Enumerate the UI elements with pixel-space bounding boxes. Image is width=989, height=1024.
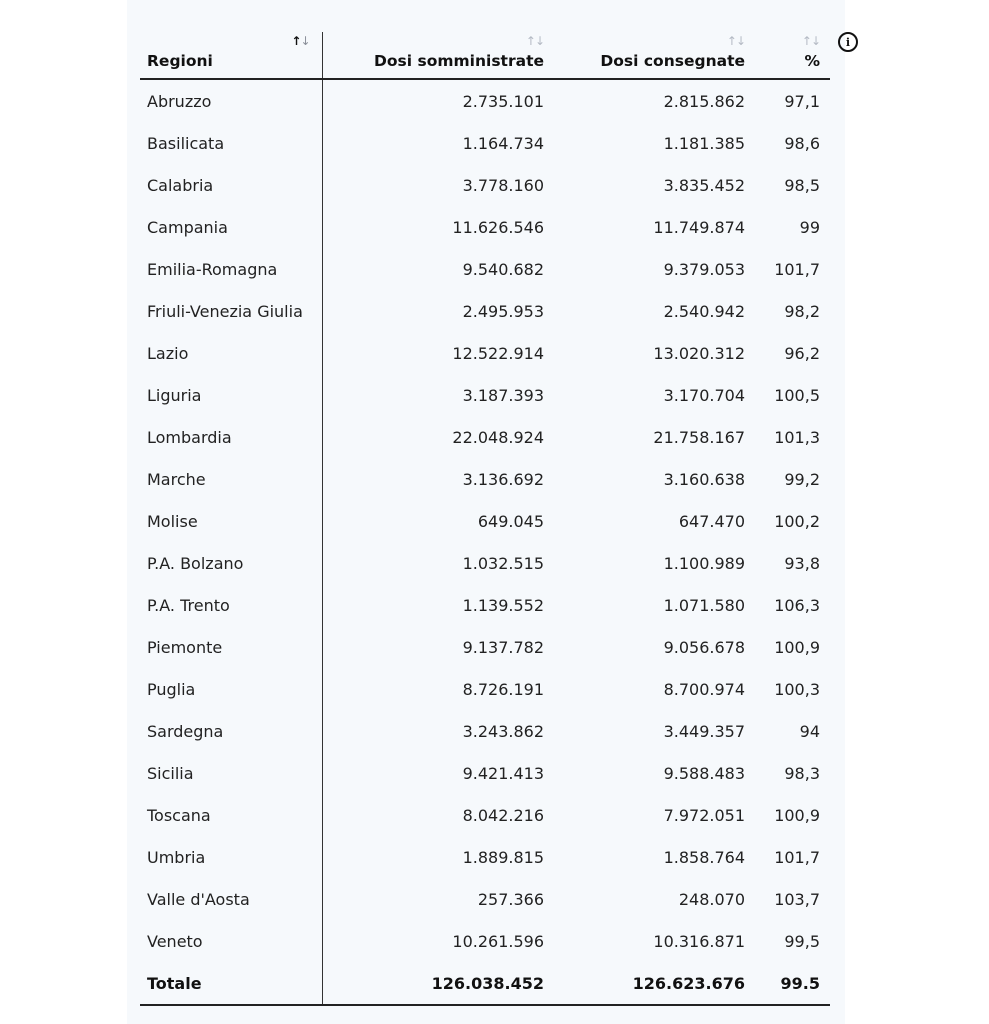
table-row [140, 920, 830, 962]
cell-somministrate: 3.243.862 [462, 721, 544, 741]
cell-region: Abruzzo [140, 79, 322, 122]
cell-consegnate: 2.815.862 [663, 91, 745, 111]
table-row [140, 122, 830, 164]
cell-consegnate: 8.700.974 [663, 679, 745, 699]
cell-consegnate: 3.160.638 [663, 469, 745, 489]
cell-percent: 99 [799, 217, 820, 237]
cell-consegnate: 13.020.312 [653, 343, 745, 363]
total-row [140, 962, 830, 1005]
table-row [140, 248, 830, 290]
cell-region: Toscana [140, 794, 322, 836]
cell-somministrate: 257.366 [477, 889, 544, 909]
cell-percent: 100,9 [774, 805, 820, 825]
cell-consegnate: 248.070 [678, 889, 745, 909]
cell-consegnate: 2.540.942 [663, 301, 745, 321]
table-row [140, 164, 830, 206]
cell-somministrate: 3.187.393 [462, 385, 544, 405]
cell-percent: 100,2 [774, 511, 820, 531]
cell-percent: 100,9 [774, 637, 820, 657]
cell-consegnate: 1.181.385 [663, 133, 745, 153]
cell-percent: 97,1 [784, 91, 820, 111]
cell-percent: 106,3 [774, 595, 820, 615]
table-row [140, 290, 830, 332]
cell-somministrate: 3.778.160 [462, 175, 544, 195]
column-header-label: Dosi somministrate [374, 52, 544, 70]
cell-somministrate: 10.261.596 [452, 931, 544, 951]
column-header-somministrate[interactable] [322, 32, 552, 79]
sort-percent-icon[interactable]: ↑↓ [801, 34, 820, 48]
cell-somministrate: 2.495.953 [462, 301, 544, 321]
column-header-label: Regioni [147, 52, 213, 70]
cell-consegnate: 1.100.989 [663, 553, 745, 573]
cell-total-percent: 99.5 [753, 962, 830, 1005]
table-body [140, 79, 830, 1005]
cell-region: Campania [140, 206, 322, 248]
sort-somministrate-icon[interactable]: ↑↓ [525, 34, 544, 48]
table-row [140, 878, 830, 920]
column-header-label: % [804, 52, 820, 70]
cell-consegnate: 647.470 [678, 511, 745, 531]
cell-consegnate: 7.972.051 [663, 805, 745, 825]
column-header-consegnate[interactable] [552, 32, 753, 79]
cell-percent: 98,5 [784, 175, 820, 195]
cell-consegnate: 3.835.452 [663, 175, 745, 195]
cell-somministrate: 12.522.914 [452, 343, 544, 363]
table-row [140, 668, 830, 710]
cell-percent: 101,3 [774, 427, 820, 447]
table-row [140, 794, 830, 836]
cell-somministrate: 1.164.734 [462, 133, 544, 153]
cell-somministrate: 9.540.682 [462, 259, 544, 279]
cell-consegnate: 9.379.053 [663, 259, 745, 279]
table-row [140, 584, 830, 626]
cell-region: Calabria [140, 164, 322, 206]
cell-region: Piemonte [140, 626, 322, 668]
cell-percent: 100,3 [774, 679, 820, 699]
cell-percent: 99,5 [784, 931, 820, 951]
cell-somministrate: 8.726.191 [462, 679, 544, 699]
cell-somministrate: 22.048.924 [452, 427, 544, 447]
cell-somministrate: 1.032.515 [462, 553, 544, 573]
cell-consegnate: 21.758.167 [653, 427, 745, 447]
sort-region-icon[interactable]: ↑↓ [291, 34, 310, 48]
table-row [140, 458, 830, 500]
table-row [140, 206, 830, 248]
cell-region: Lombardia [140, 416, 322, 458]
cell-percent: 99,2 [784, 469, 820, 489]
table-row [140, 752, 830, 794]
cell-percent: 93,8 [784, 553, 820, 573]
column-header-percent[interactable] [753, 32, 830, 79]
cell-total-consegnate: 126.623.676 [552, 962, 753, 1005]
cell-region: Basilicata [140, 122, 322, 164]
cell-region: Sicilia [140, 752, 322, 794]
cell-somministrate: 2.735.101 [462, 91, 544, 111]
cell-region: Marche [140, 458, 322, 500]
cell-somministrate: 8.042.216 [462, 805, 544, 825]
cell-region: Lazio [140, 332, 322, 374]
table-row [140, 500, 830, 542]
cell-somministrate: 649.045 [477, 511, 544, 531]
cell-consegnate: 1.071.580 [663, 595, 745, 615]
table-row [140, 79, 830, 122]
cell-consegnate: 3.170.704 [663, 385, 745, 405]
cell-total-label: Totale [140, 962, 322, 1005]
table-row [140, 542, 830, 584]
table-row [140, 836, 830, 878]
cell-percent: 101,7 [774, 259, 820, 279]
cell-region: Molise [140, 500, 322, 542]
cell-somministrate: 1.139.552 [462, 595, 544, 615]
cell-consegnate: 3.449.357 [663, 721, 745, 741]
column-header-label: Dosi consegnate [600, 52, 745, 70]
cell-percent: 98,2 [784, 301, 820, 321]
cell-region: Puglia [140, 668, 322, 710]
cell-percent: 98,6 [784, 133, 820, 153]
cell-region: Liguria [140, 374, 322, 416]
table-row [140, 374, 830, 416]
cell-consegnate: 9.056.678 [663, 637, 745, 657]
cell-somministrate: 1.889.815 [462, 847, 544, 867]
cell-region: Friuli-Venezia Giulia [140, 290, 322, 332]
info-icon[interactable]: i [838, 32, 858, 52]
cell-region: Sardegna [140, 710, 322, 752]
cell-region: P.A. Bolzano [140, 542, 322, 584]
cell-region: Veneto [140, 920, 322, 962]
cell-percent: 94 [799, 721, 820, 741]
cell-region: Valle d'Aosta [140, 878, 322, 920]
cell-consegnate: 9.588.483 [663, 763, 745, 783]
cell-consegnate: 1.858.764 [663, 847, 745, 867]
table-row [140, 332, 830, 374]
cell-somministrate: 9.421.413 [462, 763, 544, 783]
cell-percent: 101,7 [774, 847, 820, 867]
cell-somministrate: 3.136.692 [462, 469, 544, 489]
cell-somministrate: 9.137.782 [462, 637, 544, 657]
cell-percent: 98,3 [784, 763, 820, 783]
cell-region: P.A. Trento [140, 584, 322, 626]
sort-consegnate-icon[interactable]: ↑↓ [726, 34, 745, 48]
table-row [140, 416, 830, 458]
column-header-region[interactable] [140, 32, 322, 79]
table-row [140, 626, 830, 668]
cell-total-somministrate: 126.038.452 [322, 962, 552, 1005]
cell-region: Umbria [140, 836, 322, 878]
cell-somministrate: 11.626.546 [452, 217, 544, 237]
table-header-row [140, 32, 830, 79]
cell-percent: 103,7 [774, 889, 820, 909]
cell-consegnate: 11.749.874 [653, 217, 745, 237]
cell-percent: 100,5 [774, 385, 820, 405]
vaccine-doses-table [140, 32, 830, 1006]
cell-region: Emilia-Romagna [140, 248, 322, 290]
table-row [140, 710, 830, 752]
cell-percent: 96,2 [784, 343, 820, 363]
cell-consegnate: 10.316.871 [653, 931, 745, 951]
